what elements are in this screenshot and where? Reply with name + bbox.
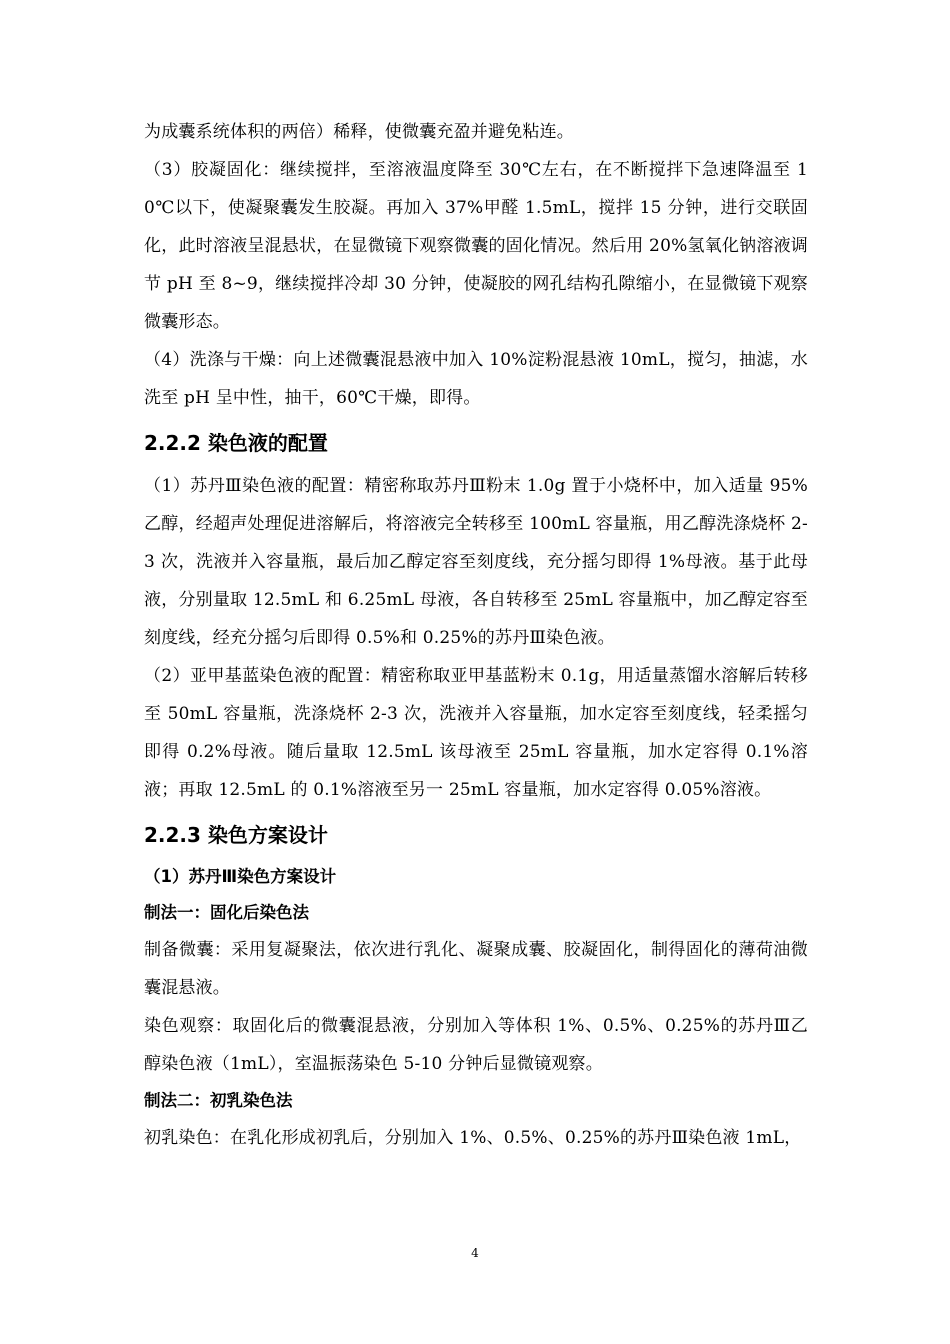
paragraph-staining-observation: 染色观察：取固化后的微囊混悬液，分别加入等体积 1%、0.5%、0.25%的苏丹Ⅲ乙醇染色液（1mL），室温振荡染色 5-10 分钟后显微镜观察。: [144, 1016, 808, 1074]
sub-heading-sudan-scheme: （1）苏丹Ⅲ染色方案设计: [144, 867, 337, 886]
paragraph-prepare-microcapsules: 制备微囊：采用复凝聚法，依次进行乳化、凝聚成囊、胶凝固化，制得固化的薄荷油微囊混悬液。: [144, 940, 808, 998]
paragraph-methylene-blue-solution: （2）亚甲基蓝染色液的配置：精密称取亚甲基蓝粉末 0.1g，用适量蒸馏水溶解后转移至 50mL 容量瓶，洗涤烧杯 2-3 次，洗液并入容量瓶，加水定容至刻度线，轻柔摇匀即得 0.2%母液。随后量取 12.5mL 该母液至 25mL 容量瓶，加水定容得 0.1%溶液；再取 12.5mL 的 0.1%溶液至另一 25mL 容量瓶，加水定容得 0.05%溶液。: [144, 666, 808, 800]
paragraph-gel-curing: （3）胶凝固化：继续搅拌，至溶液温度降至 30℃左右，在不断搅拌下急速降温至 10℃以下，使凝聚囊发生胶凝。再加入 37%甲醛 1.5mL，搅拌 15 分钟，进行交联固化，此时溶液呈混悬状，在显微镜下观察微囊的固化情况。然后用 20%氢氧化钠溶液调节 pH 至 8~9，继续搅拌冷却 30 分钟，使凝胶的网孔结构孔隙缩小，在显微镜下观察微囊形态。: [144, 160, 808, 332]
section-heading-2-2-2: 2.2.2 染色液的配置: [144, 431, 328, 455]
method-one-title: 制法一：固化后染色法: [144, 903, 309, 922]
page-content: [144, 113, 808, 1157]
paragraph-washing-drying: （4）洗涤与干燥：向上述微囊混悬液中加入 10%淀粉混悬液 10mL，搅匀，抽滤，水洗至 pH 呈中性，抽干，60℃干燥，即得。: [144, 350, 808, 408]
paragraph-sudan-solution: （1）苏丹Ⅲ染色液的配置：精密称取苏丹Ⅲ粉末 1.0g 置于小烧杯中，加入适量 95%乙醇，经超声处理促进溶解后，将溶液完全转移至 100mL 容量瓶，用乙醇洗涤烧杯 2-3 次，洗液并入容量瓶，最后加乙醇定容至刻度线，充分摇匀即得 1%母液。基于此母液，分别量取 12.5mL 和 6.25mL 母液，各自转移至 25mL 容量瓶中，加乙醇定容至刻度线，经充分摇匀后即得 0.5%和 0.25%的苏丹Ⅲ染色液。: [144, 476, 808, 648]
paragraph-primary-emulsion-staining: 初乳染色：在乳化形成初乳后，分别加入 1%、0.5%、0.25%的苏丹Ⅲ染色液 1mL，: [144, 1128, 802, 1148]
method-two-title: 制法二：初乳染色法: [144, 1091, 293, 1110]
paragraph-dilution: 为成囊系统体积的两倍）稀释，使微囊充盈并避免粘连。: [144, 122, 574, 142]
page-number: 4: [471, 1246, 479, 1260]
section-heading-2-2-3: 2.2.3 染色方案设计: [144, 823, 328, 847]
